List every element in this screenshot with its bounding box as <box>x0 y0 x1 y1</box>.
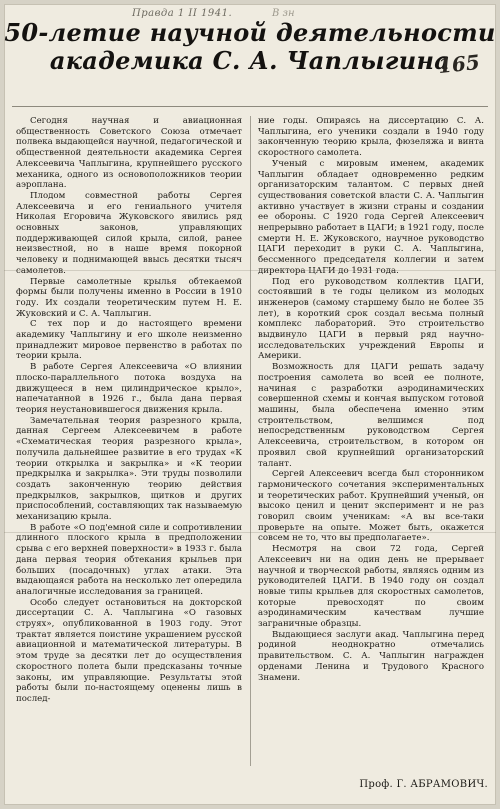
column-divider <box>250 116 251 766</box>
newspaper-clipping <box>4 4 496 805</box>
archive-stamp-number: 165 <box>436 49 481 79</box>
paragraph: Плодом совместной работы Сергея Алексеевича и его гениального учителя Николая Егоровича Жуковского явились ряд основных законов, управляющих поддерживающей силой крыла, силой, ранее неизвестной, но в наше время покорной человеку и поднимающей ввысь десятки тысяч самолетов. <box>16 190 242 276</box>
paragraph: Возможность для ЦАГИ решать задачу построения самолета во всей ее полноте, начиная с разработки аэродинамических совершенной схемы и кончая выпуском готовой машины, была обеспечена именно этим строительством, велшимся под непосредственным руководством Сергея Алексеевича, строительством, в котором он проявил свой крупнейший организаторский талант. <box>258 362 484 469</box>
author-signature: Проф. Г. АБРАМОВИЧ. <box>359 779 488 790</box>
paragraph: В работе Сергея Алексеевича «О влиянии плоско-параллельного потока воздуха на движущееся в нем цилиндрическое крыло», напечатанной в 1926 г., была дана первая теория неустановившегося движения крыла. <box>16 362 242 415</box>
paragraph: В работе «О под'емной силе и сопротивлении длинного плоского крыла в предположении срыва с его верхней поверхности» в 1933 г. была дана первая теория обтекания крыльев при больших (посадочных) углах атаки. Эта выдающаяся работа на несколько лет опередила аналогичные исследования за границей. <box>16 522 242 597</box>
paragraph: Сегодня научная и авиационная общественность Советского Союза отмечает полвека выдающейся научной, педагогической и общественной деятельности академика Сергея Алексеевича Чаплыгина, крупнейшего русского механика, одного из основоположников теории аэроплана. <box>16 116 242 191</box>
right-column <box>258 116 484 766</box>
paragraph: ние годы. Опираясь на диссертацию С. А. Чаплыгина, его ученики создали в 1940 году законченную теорию крыла, фюзеляжа и винта скоростного самолета. <box>258 116 484 159</box>
paragraph: Под его руководством коллектив ЦАГИ, состоявший в те годы целиком из молодых инженеров (самому старшему было не более 35 лет), в короткий срок создал весьма полный комплекс лабораторий. Это строительство выдвинуло ЦАГИ в первый ряд научно-исследовательских учреждений Европы и Америки. <box>258 276 484 362</box>
paragraph: Первые самолетные крылья обтекаемой формы были получены именно в России в 1910 году. Их создали теоретическим путем Н. Е. Жуковский и С. А. Чаплыгин. <box>16 276 242 319</box>
paragraph: Выдающиеся заслуги акад. Чаплыгина перед родиной неоднократно отмечались правительством. С. А. Чаплыгин награжден орденами Ленина и Трудового Красного Знамени. <box>258 629 484 683</box>
paragraph: Особо следует остановиться на докторской диссертации С. А. Чаплыгина «О газовых струях», опубликованной в 1903 году. Этот трактат является поистине украшением русской авиационной и математической литературы. В этом труде за десятки лет до осуществления скоростного полета были предсказаны точные законы, им управляющие. Результаты этой работы были по-настоящему оценены лишь в послед- <box>16 597 242 704</box>
paragraph: Сергей Алексеевич всегда был сторонником гармонического сочетания экспериментальных и теоретических работ. Крупнейший ученый, он высоко ценил и ценит эксперимент и не раз говорил своим ученикам: «А вы все-таки проверьте на опыте. Может быть, окажется совсем не то, что вы предполагаете». <box>258 469 484 544</box>
paper-fold-line <box>4 532 496 533</box>
paragraph: С тех пор и до настоящего времени академику Чаплыгину и его школе неизменно принадлежит мировое первенство в работах по теории крыла. <box>16 319 242 362</box>
paper-fold-line <box>4 270 496 271</box>
article-title <box>4 19 496 75</box>
title-rule <box>12 106 488 107</box>
paragraph: Несмотря на свои 72 года, Сергей Алексеевич ни на один день не прерывает научной и творческой работы, являясь одним из руководителей ЦАГИ. В 1940 году он создал новые типы крыльев для скоростных самолетов, которые превосходят по своим аэродинамическим качествам лучшие заграничные образцы. <box>258 544 484 630</box>
paragraph: Замечательная теория разрезного крыла, данная Сергеем Алексеевичем в работе «Схематическая теория разрезного крыла», получила дальнейшее развитие в его трудах «К теории открылка и закрылка» и «К теории предкрылка и закрылка». Эти труды позволили создать законченную теорию действия предкрылков, закрылков, щитков и других приспособлений, составляющих так называемую механизацию крыла. <box>16 415 242 523</box>
title-line-1: 50-летие научной деятельности <box>4 18 496 47</box>
title-line-2: академика С. А. Чаплыгина <box>49 46 451 75</box>
margin-mark: В зн <box>272 8 295 19</box>
left-column <box>16 116 242 766</box>
paragraph: Ученый с мировым именем, академик Чаплыгин обладает одновременно редким организаторским талантом. С первых дней существования советской власти С. А. Чаплыгин активно участвует в жизни страны и создании ее обороны. С 1920 года Сергей Алексеевич непрерывно работает в ЦАГИ; в 1921 году, после смерти Н. Е. Жуковского, научное руководство ЦАГИ переходит в руки С. А. Чаплыгина, бессменного председателя коллегии и затем директора ЦАГИ до 1931 года. <box>258 158 484 276</box>
handwritten-date-note: Правда 1 II 1941. <box>132 8 233 19</box>
